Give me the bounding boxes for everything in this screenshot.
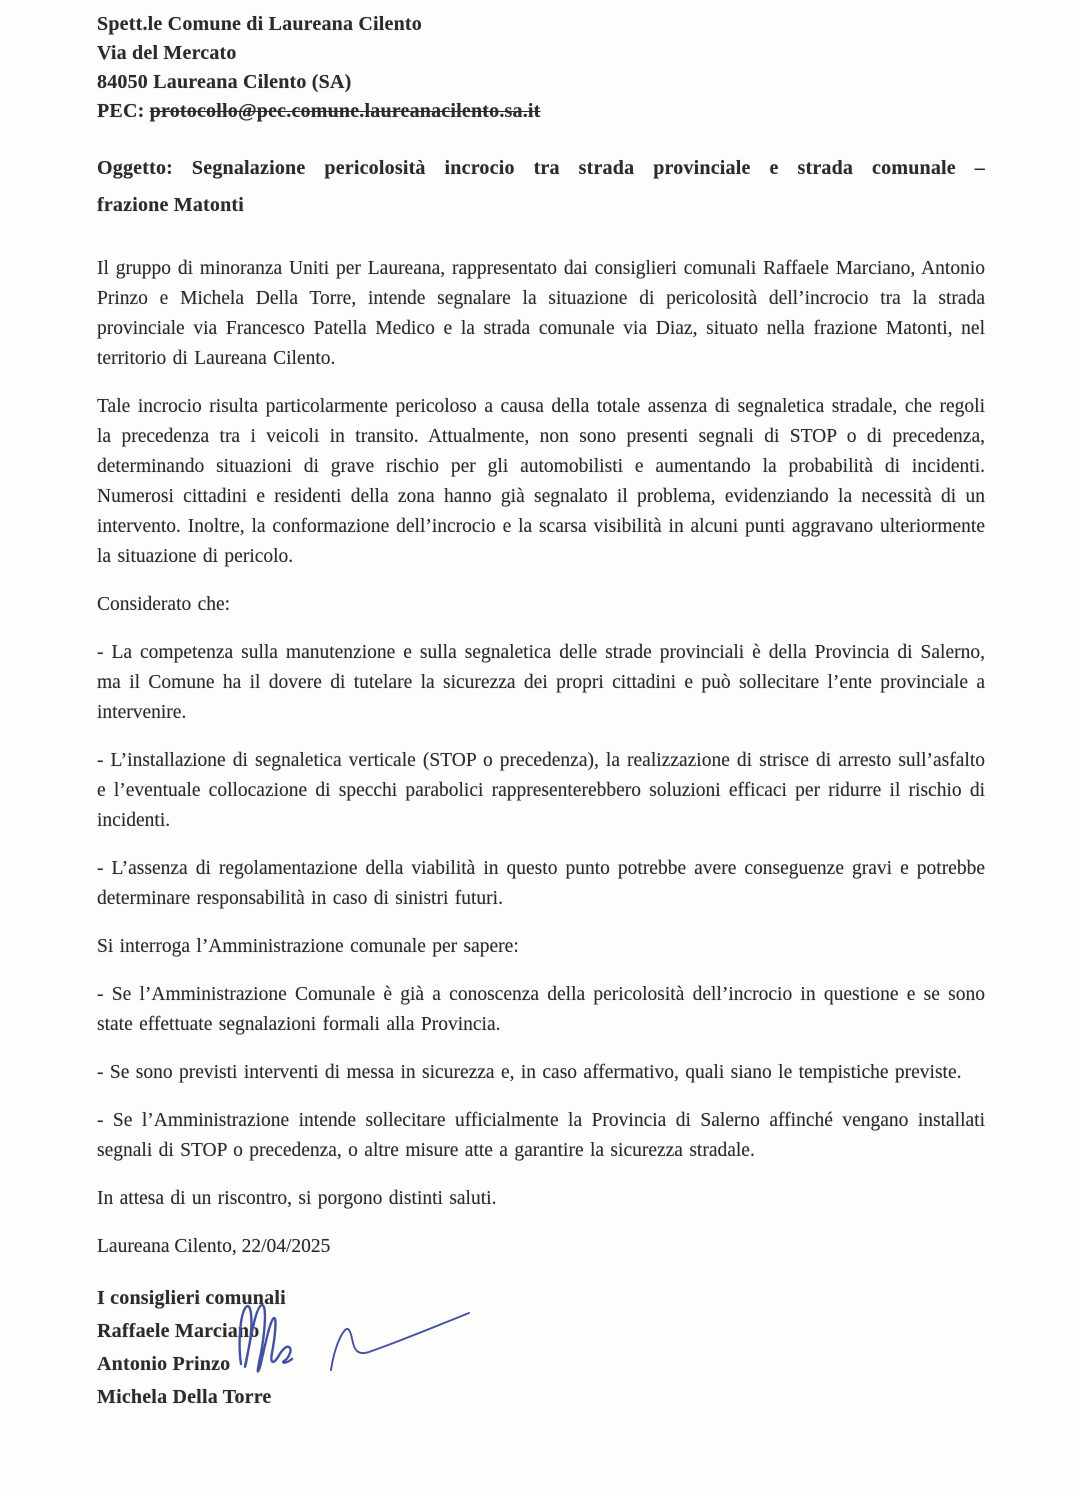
bullet-competenza: - La competenza sulla manutenzione e sulla segnaletica delle strade provinciali è della Provincia di Salerno, ma il Comune ha il dovere di tutelare la sicurezza dei propri cittadini e può sollecitare l’ente provinciale a intervenire.: [97, 642, 985, 723]
closing-salutation: In attesa di un riscontro, si porgono distinti saluti.: [97, 1188, 497, 1209]
recipient-pec-line: [97, 97, 985, 126]
recipient-org: Spett.le Comune di Laureana Cilento: [97, 13, 422, 35]
subject-line-1: Oggetto: Segnalazione pericolosità incrocio tra strada provinciale e strada comunale –: [97, 157, 985, 179]
pec-email: protocollo@pec.comune.laureanacilento.sa.it: [149, 100, 541, 122]
signature-title: I consiglieri comunali: [97, 1287, 286, 1309]
recipient-street: Via del Mercato: [97, 42, 237, 64]
recipient-city: 84050 Laureana Cilento (SA): [97, 71, 352, 93]
signatory-name: Antonio Prinzo: [97, 1353, 231, 1375]
bullet-sollecito-provincia: - Se l’Amministrazione intende sollecitare ufficialmente la Provincia di Salerno affinché vengano installati segnali di STOP o precedenza, o altre misure atte a garantire la sicurezza stradale.: [97, 1110, 985, 1161]
bullet-installazione: - L’installazione di segnaletica verticale (STOP o precedenza), la realizzazione di strisce di arresto sull’asfalto e l’eventuale collocazione di specchi parabolici rappresenterebbero soluzioni efficaci per ridurre il rischio di incidenti.: [97, 750, 985, 831]
paragraph-danger-description: Tale incrocio risulta particolarmente pericoloso a causa della totale assenza di segnaletica stradale, che regoli la precedenza tra i veicoli in transito. Attualmente, non sono presenti segnali di STOP o di precedenza, determinando situazioni di grave rischio per gli automobilisti e aumentando la probabilità di incidenti. Numerosi cittadini e residenti della zona hanno già segnalato il problema, evidenziando la necessità di un intervento. Inoltre, la conformazione dell’incrocio e la scarsa visibilità in alcuni punti aggravano ulteriormente la situazione di pericolo.: [97, 396, 985, 567]
subject-block: [97, 150, 985, 224]
heading-interrogazione: Si interroga l’Amministrazione comunale per sapere:: [97, 936, 519, 957]
signatory-name: Raffaele Marciano: [97, 1320, 260, 1342]
paragraph-intro: Il gruppo di minoranza Uniti per Laureana, rappresentato dai consiglieri comunali Raffaele Marciano, Antonio Prinzo e Michela Della Torre, intende segnalare la situazione di pericolosità dell’incrocio tra la strada provinciale via Francesco Patella Medico e la strada comunale via Diaz, situato nella frazione Matonti, nel territorio di Laureana Cilento.: [97, 258, 985, 369]
signatory-name: Michela Della Torre: [97, 1386, 272, 1408]
bullet-interventi: - Se sono previsti interventi di messa in sicurezza e, in caso affermativo, quali siano le tempistiche previste.: [97, 1062, 962, 1083]
heading-considerato: Considerato che:: [97, 594, 231, 615]
subject-line-2: frazione Matonti: [97, 194, 245, 216]
signature-block: [97, 1282, 985, 1414]
date-line: Laureana Cilento, 22/04/2025: [97, 1236, 331, 1257]
bullet-assenza-regolamentazione: - L’assenza di regolamentazione della viabilità in questo punto potrebbe avere conseguenze gravi e potrebbe determinare responsabilità in caso di sinistri futuri.: [97, 858, 985, 909]
bullet-conoscenza: - Se l’Amministrazione Comunale è già a conoscenza della pericolosità dell’incrocio in questione e se sono state effettuate segnalazioni formali alla Provincia.: [97, 984, 985, 1035]
recipient-block: [97, 10, 985, 126]
pec-label: PEC:: [97, 100, 145, 122]
